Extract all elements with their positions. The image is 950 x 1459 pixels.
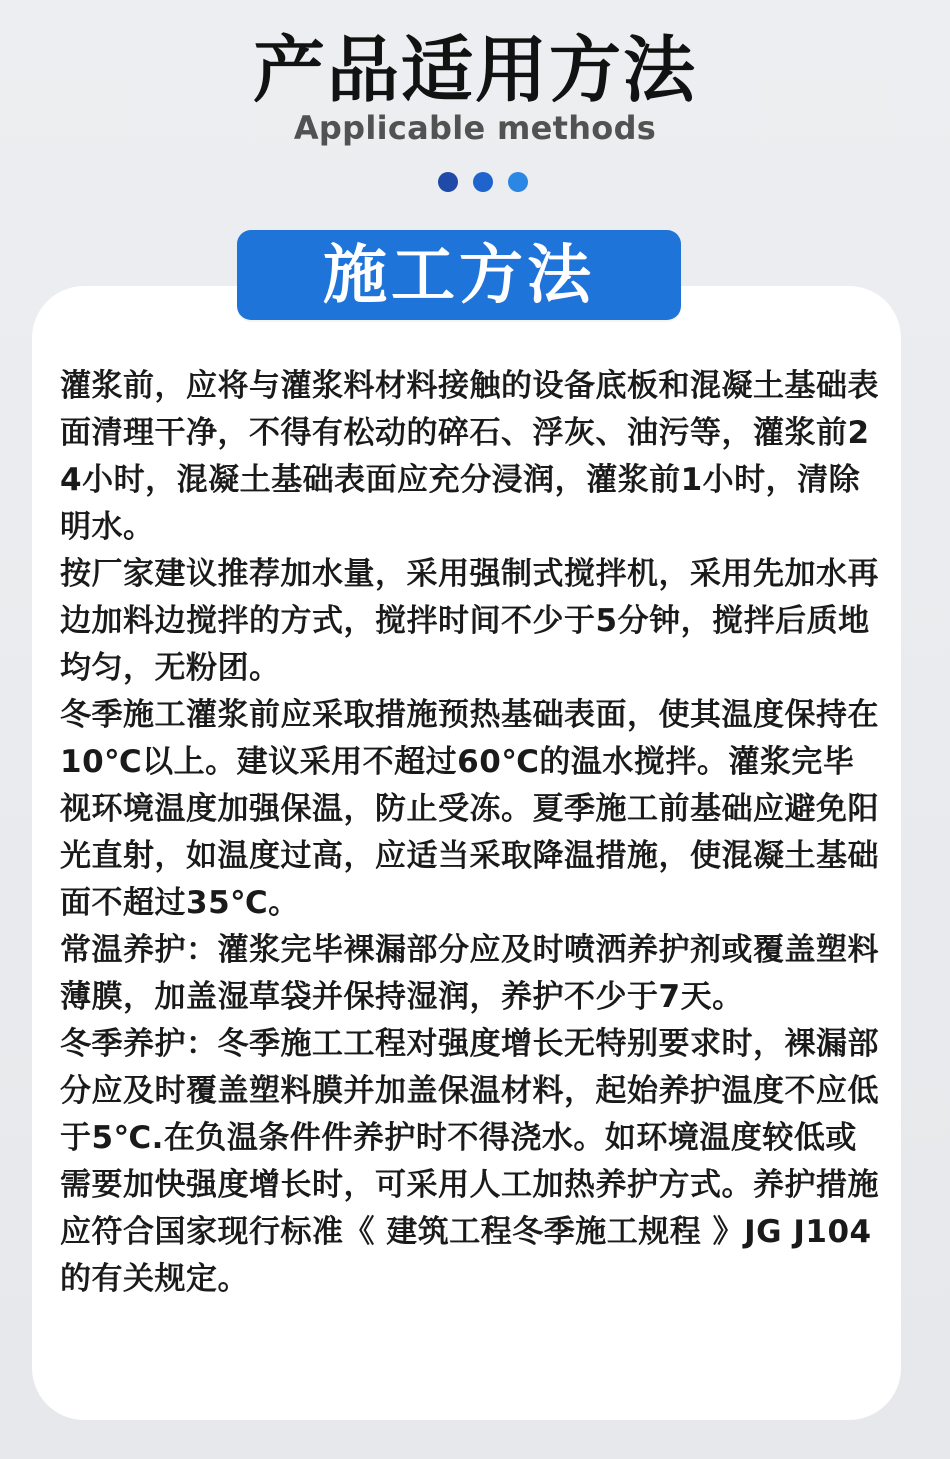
dot-icon — [438, 172, 458, 192]
paragraph-preparation: 灌浆前，应将与灌浆料材料接触的设备底板和混凝土基础表面清理干净，不得有松动的碎石、浮灰、油污等，灌浆前24小时，混凝土基础表面应充分浸润，灌浆前1小时，清除明水。 — [60, 368, 879, 545]
header — [0, 0, 950, 200]
dot-icon — [508, 172, 528, 192]
paragraph-normal-curing: 常温养护：灌浆完毕裸漏部分应及时喷洒养护剂或覆盖塑料薄膜，加盖湿草袋并保持湿润，养护不少于7天。 — [60, 932, 879, 1015]
paragraph-mixing: 按厂家建议推荐加水量，采用强制式搅拌机，采用先加水再边加料边搅拌的方式，搅拌时间不少于5分钟，搅拌后质地均匀，无粉团。 — [60, 556, 879, 686]
instructions-text — [60, 363, 882, 1303]
section-tab — [237, 230, 681, 320]
page-title: 产品适用方法 — [252, 28, 697, 112]
paragraph-winter-curing: 冬季养护：冬季施工工程对强度增长无特别要求时，裸漏部分应及时覆盖塑料膜并加盖保温材料，起始养护温度不应低于5℃.在负温条件件养护时不得浇水。如环境温度较低或需要加快强度增长时，可采用人工加热养护方式。养护措施应符合国家现行标准《 建筑工程冬季施工规程 》JG J104的有关规定。 — [60, 1026, 879, 1297]
paragraph-temperature: 冬季施工灌浆前应采取措施预热基础表面，使其温度保持在10℃以上。建议采用不超过60℃的温水搅拌。灌浆完毕视环境温度加强保温，防止受冻。夏季施工前基础应避免阳光直射，如温度过高，应适当采取降温措施，使混凝土基础面不超过35℃。 — [60, 697, 879, 921]
dot-icon — [473, 172, 493, 192]
decorative-dots — [438, 172, 530, 192]
page-subtitle: Applicable methods — [293, 109, 657, 147]
section-title: 施工方法 — [323, 239, 595, 313]
